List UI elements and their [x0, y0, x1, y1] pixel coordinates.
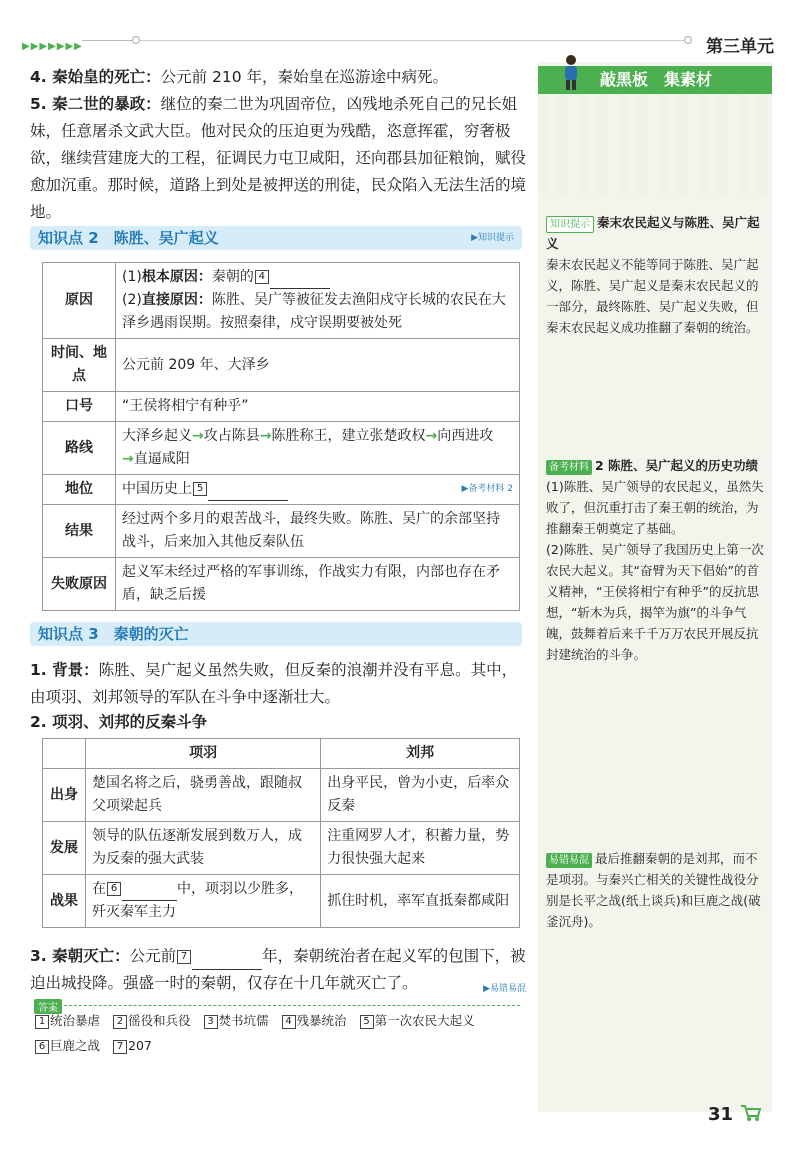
tip-tag: 知识提示	[546, 216, 594, 233]
material-p1: (1)陈胜、吴广领导的农民起义，虽然失败了，但沉重打击了秦王朝的统治，为推翻秦王朝奠定了基础。	[546, 479, 764, 536]
answer-item: 4 残暴统治	[281, 1013, 347, 1028]
header-dot	[132, 36, 140, 44]
answers-list	[34, 1005, 520, 1058]
side-box-tip	[546, 212, 766, 338]
answer-item: 1 统治暴虐	[34, 1013, 100, 1028]
header-arrows: ▶▶▶▶▶▶▶	[22, 41, 83, 52]
table-row: 出身 楚国名将之后，骁勇善战，跟随叔父项梁起兵 出身平民，曾为小吏，后率众反秦	[43, 769, 520, 822]
section-3-heading: 知识点 3 秦朝的灭亡	[30, 622, 522, 646]
table-row: 路线 大泽乡起义→攻占陈县→陈胜称王，建立张楚政权→向西进攻 →直逼咸阳	[43, 422, 520, 475]
unit-title: 第三单元	[706, 37, 774, 57]
section-2-hint: ▶知识提示	[471, 233, 514, 243]
para-struggle-title: 2. 项羽、刘邦的反秦斗争	[30, 713, 208, 731]
table-row: 口号 “王侯将相宁有种乎”	[43, 392, 520, 422]
side-banner	[538, 66, 772, 94]
side-decor-stripe	[538, 94, 772, 194]
table-row: 时间、地点 公元前 209 年、大泽乡	[43, 339, 520, 392]
side-banner-title: 敲黑板 集素材	[600, 70, 713, 89]
header-rule	[82, 40, 134, 41]
page-number: 31	[708, 1104, 734, 1125]
header-dot-right	[684, 36, 692, 44]
material-tag: 备考材料	[546, 460, 592, 475]
table-row: 发展 领导的队伍逐渐发展到数万人，成为反秦的强大武装 注重网罗人才，积蓄力量，势力很快强大起来	[43, 822, 520, 875]
tip-text: 秦末农民起义不能等同于陈胜、吴广起义，陈胜、吴广起义是秦末农民起义的一部分，最终陈胜、吴广起义失败，但秦末农民起义成功推翻了秦朝的统治。	[546, 257, 759, 335]
table-row: 结果 经过两个多月的艰苦战斗，最终失败。陈胜、吴广的余部坚持战斗，后来加入其他反秦队伍	[43, 505, 520, 558]
teacher-icon	[560, 54, 582, 90]
table-row: 原因 (1)根本原因：秦朝的 4 (2)直接原因：陈胜、吴广等被征发去渔阳戍守长城的农民在大泽乡遇雨误期。按照秦律，戍守误期要被处死	[43, 263, 520, 339]
material-title: 2 陈胜、吴广起义的历史功绩	[595, 458, 759, 473]
answers-label: 答案	[34, 999, 62, 1014]
answer-item: 6 巨鹿之战	[34, 1038, 100, 1053]
answer-item: 7 207	[112, 1038, 152, 1053]
answer-item: 2 徭役和兵役	[112, 1013, 191, 1028]
section-2-heading: 知识点 2 陈胜、吴广起义 ▶知识提示	[30, 226, 522, 250]
para-qin-fall: 3. 秦朝灭亡：公元前 7 年，秦朝统治者在起义军的包围下，被迫出城投降。强盛一时的秦朝，仅存在十几年就灭亡了。 ▶易错易混	[30, 947, 526, 994]
table-row: 地位 中国历史上 5 ▶备考材料 2	[43, 475, 520, 505]
tip-title: 秦末农民起义与陈胜、吴广起义	[546, 215, 760, 251]
para-background: 1. 背景：陈胜、吴广起义虽然失败，但反秦的浪潮并没有平息。其中，由项羽、刘邦领导的军队在斗争中逐渐壮大。	[30, 661, 518, 706]
mistake-text: 最后推翻秦朝的是刘邦，而不是项羽。与秦兴亡相关的关键性战役分别是长平之战(纸上谈兵)和巨鹿之战(破釜沉舟)。	[546, 851, 761, 929]
cart-icon	[740, 1104, 762, 1122]
para-qinshihuang-death: 4. 秦始皇的死亡：公元前 210 年，秦始皇在巡游途中病死。	[30, 68, 449, 86]
header-rule-long	[140, 40, 684, 41]
table-row: 项羽 刘邦	[43, 739, 520, 769]
xiangyu-liubang-table	[42, 738, 520, 928]
table-row: 战果 在 6 中，项羽以少胜多，歼灭秦军主力 抓住时机，率军直抵秦都咸阳	[43, 875, 520, 928]
answer-item: 5 第一次农民大起义	[359, 1013, 475, 1028]
side-box-mistake	[546, 848, 766, 932]
table-row: 失败原因 起义军未经过严格的军事训练，作战实力有限，内部也存在矛盾，缺乏后援	[43, 558, 520, 611]
answer-item: 3 焚书坑儒	[203, 1013, 269, 1028]
para-qin-ershi: 5. 秦二世的暴政：继位的秦二世为巩固帝位，凶残地杀死自己的兄长姐妹，任意屠杀文武大臣。他对民众的压迫更为残酷，恣意挥霍，穷奢极欲，继续营建庞大的工程，征调民力屯卫咸阳，还向郡县加征粮饷，赋役愈加沉重。那时候，道路上到处是被押送的刑徒，民众陷入无法生活的境地。	[30, 95, 527, 221]
material-p2: (2)陈胜、吴广领导了我国历史上第一次农民大起义。其“奋臂为天下倡始”的首义精神，“王侯将相宁有种乎”的反抗思想，“斩木为兵，揭竿为旗”的斗争气魄，鼓舞着后来千千万万农民开展反抗封建统治的斗争。	[546, 542, 764, 662]
mistake-tag: 易错易混	[546, 853, 592, 868]
side-box-material	[546, 455, 766, 665]
uprising-table	[42, 262, 520, 611]
